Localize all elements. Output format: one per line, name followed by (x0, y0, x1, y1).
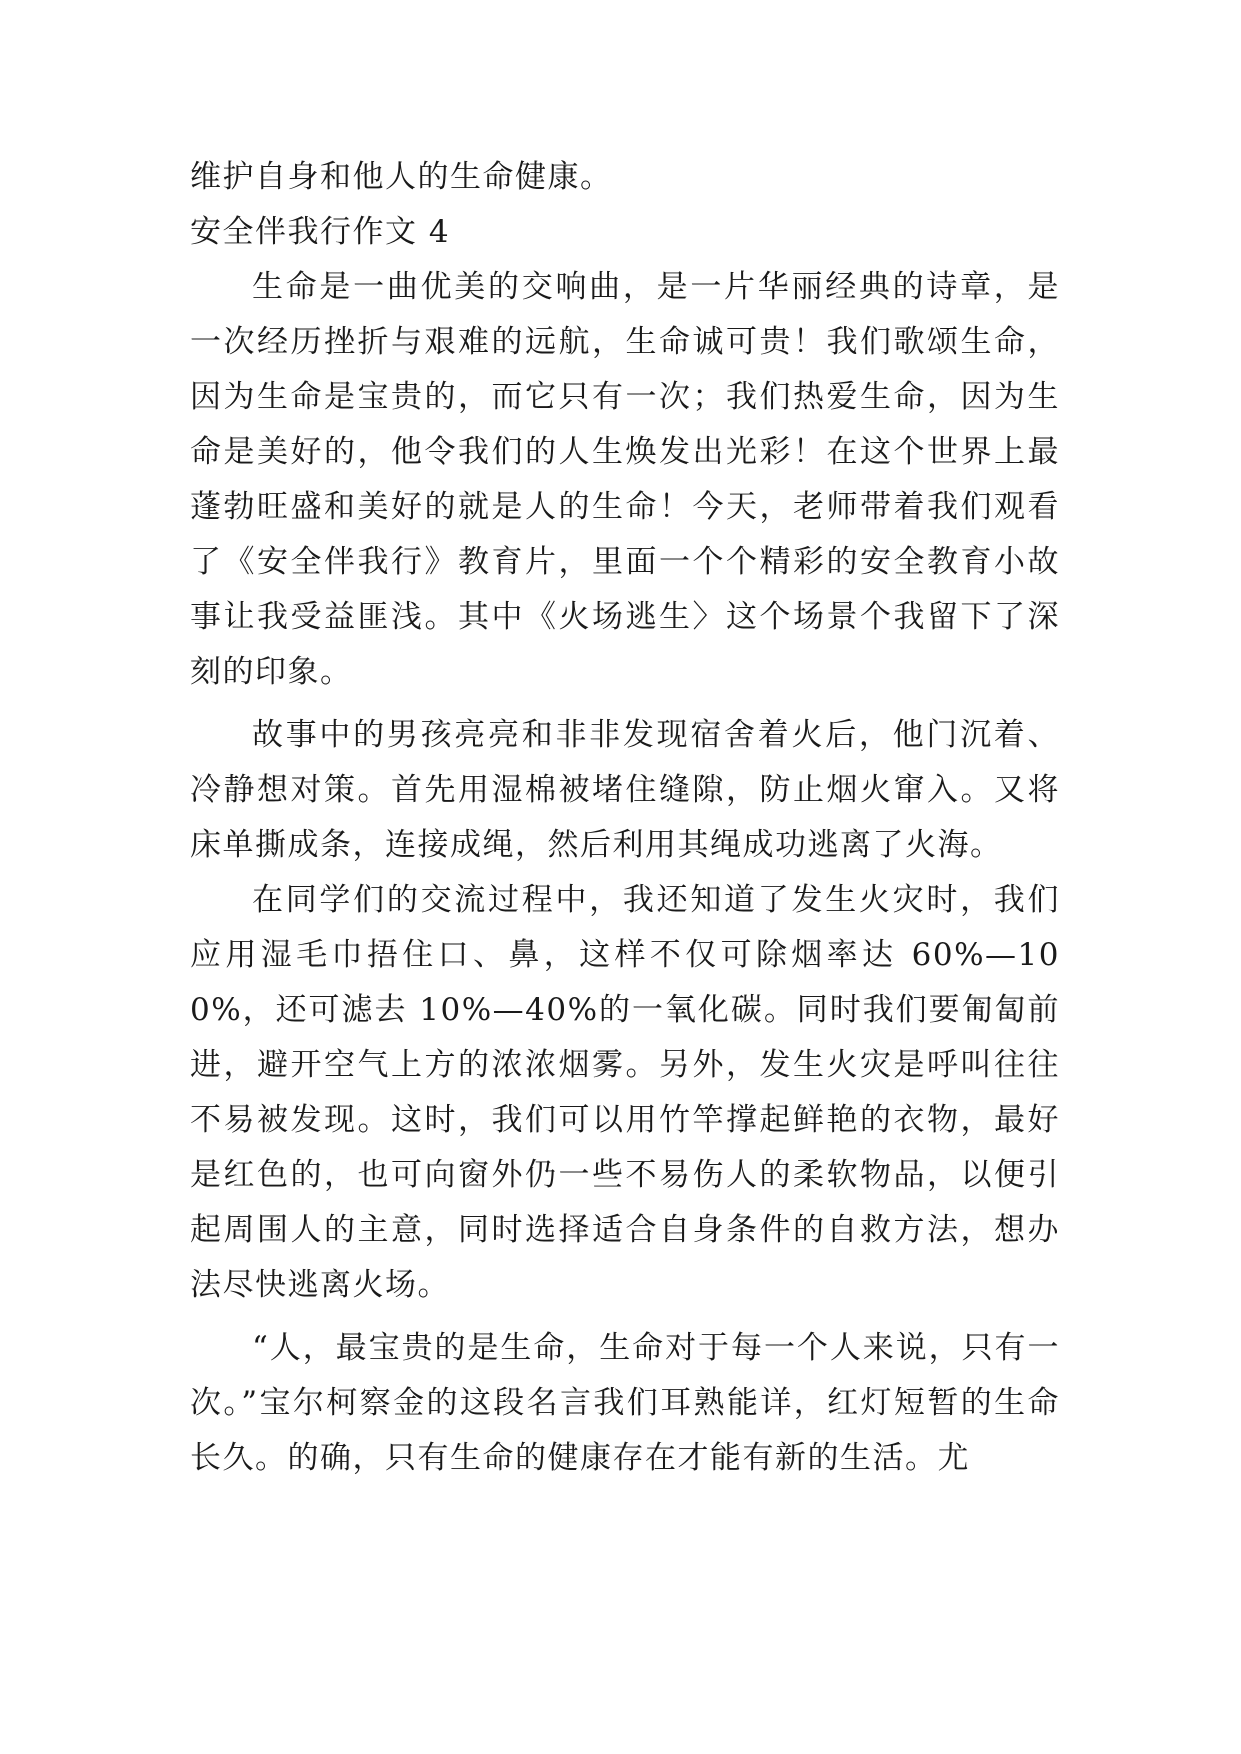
paragraph-story: 故事中的男孩亮亮和非非发现宿舍着火后，他门沉着、冷静想对策。首先用湿棉被堵住缝隙，防止烟火窜入。又将床单撕成条，连接成绳，然后利用其绳成功逃离了火海。 (190, 717, 1060, 863)
paragraph-quote: “人，最宝贵的是生命，生命对于每一个人来说，只有一次。”宝尔柯察金的这段名言我们耳熟能详，红灯短暂的生命长久。的确，只有生命的健康存在才能有新的生活。尤 (190, 1330, 1060, 1476)
document-body (190, 150, 1060, 1486)
paragraph-closing-line: 维护自身和他人的生命健康。 (190, 159, 613, 195)
essay-heading: 安全伴我行作文 4 (190, 214, 451, 250)
paragraph-safety-tips: 在同学们的交流过程中，我还知道了发生火灾时，我们应用湿毛巾捂住口、鼻，这样不仅可除烟率达 60%—100%，还可滤去 10%—40%的一氧化碳。同时我们要匍匐前进，避开空气上方的浓浓烟雾。另外，发生火灾是呼叫往往不易被发现。这时，我们可以用竹竿撑起鲜艳的衣物，最好是红色的，也可向窗外仍一些不易伤人的柔软物品，以便引起周围人的主意，同时选择适合自身条件的自救方法，想办法尽快逃离火场。 (190, 882, 1060, 1303)
paragraph-intro: 生命是一曲优美的交响曲，是一片华丽经典的诗章，是一次经历挫折与艰难的远航，生命诚可贵！我们歌颂生命，因为生命是宝贵的，而它只有一次；我们热爱生命，因为生命是美好的，他令我们的人生焕发出光彩！在这个世界上最蓬勃旺盛和美好的就是人的生命！今天，老师带着我们观看了《安全伴我行》教育片，里面一个个精彩的安全教育小故事让我受益匪浅。其中《火场逃生〉这个场景个我留下了深刻的印象。 (190, 269, 1060, 690)
